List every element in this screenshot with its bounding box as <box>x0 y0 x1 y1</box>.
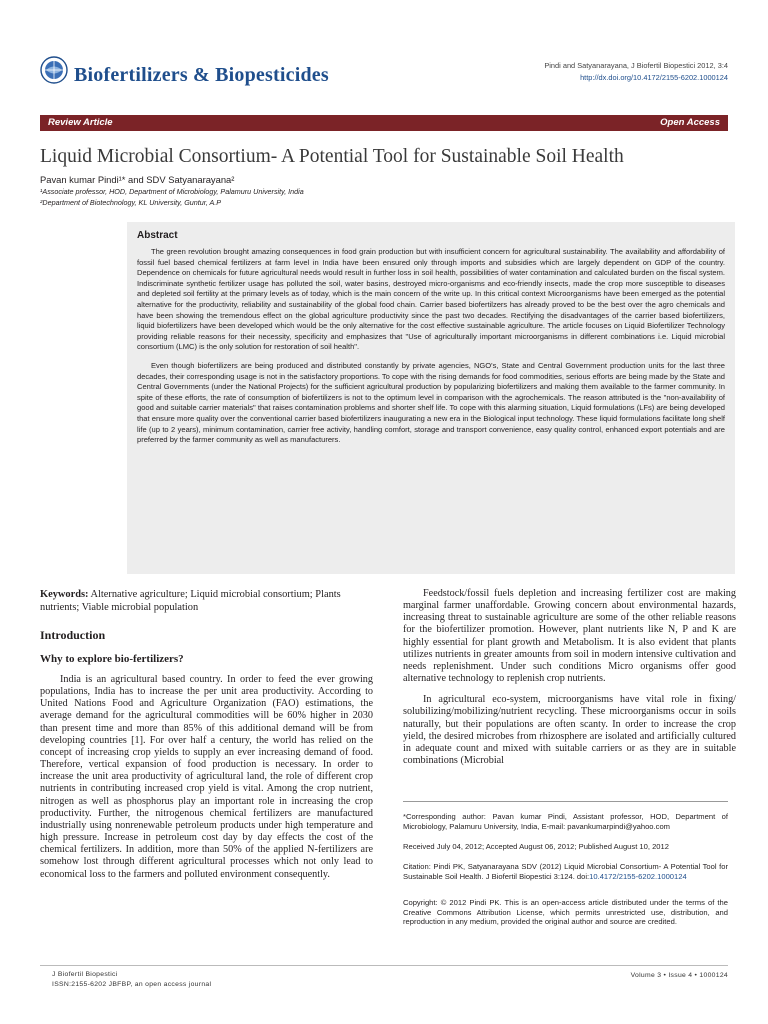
abstract-paragraph: Even though biofertilizers are being produced and distributed constantly by private agencies, NGO's, State and Central Government production units for the last three decades, their corresponding usage is not in the satisfactory proportions. To cope with the rising demands for food commodities, serious efforts are being made by the State and Central Governments (under the National Projects) for the sufficient agricultural production by popularizing biofertilizers and making them available to the farmer community. In spite of these efforts, the rate of consumption of biofertilizers is not to the optimum level in comparison with the agrochemicals. The reason attributed is the "non-availability of good and suitable carrier materials" that raises contamination problems and shorter shelf life. To cope with this alarming situation, Liquid formulations (LFs) are being developed that ensure more quality over the conventional carrier based biofertilizers inaugurating a new era in the Biological input technology. These liquid formulations facilitate long shelf life (up to 2 years), minimum contamination, carrier free activity, handling comfort, storage and transport convenience, easy quality control, enhanced export potentials and are preferred by the farmer community as well as manufacturers. <box>137 360 725 445</box>
header-citation <box>544 60 728 84</box>
keywords-label: Keywords: <box>40 589 89 600</box>
citation-note <box>403 862 728 881</box>
body-paragraph: In agricultural eco-system, microorganisms have vital role in fixing/ solubilizing/mobilizing/nutrient recycling. These microorganisms occur in soils naturally, but their populations are often scanty. In order to increase the crop yield, the desired microbes from rhizosphere are isolated and artificially cultured in adequate count and mixed with suitable carriers or as they are in suitable combinations (Microbial <box>403 694 736 767</box>
copyright-note: Copyright: © 2012 Pindi PK. This is an open-access article distributed under the terms of the Creative Commons Attribution License, which permits unrestricted use, distribution, and reproduction in any medium, provided the original author and source are credited. <box>403 898 728 927</box>
footer-journal: J Biofertil Biopestici <box>52 971 118 978</box>
footer-journal-info <box>52 970 211 990</box>
citation-doi-link[interactable]: 10.4172/2155-6202.1000124 <box>589 871 687 881</box>
journal-logo-icon <box>40 56 68 84</box>
abstract-box <box>127 222 735 574</box>
article-title: Liquid Microbial Consortium- A Potential Tool for Sustainable Soil Health <box>40 146 624 167</box>
doi-link[interactable]: http://dx.doi.org/10.4172/2155-6202.1000124 <box>580 73 728 82</box>
dates-note: Received July 04, 2012; Accepted August 06, 2012; Published August 10, 2012 <box>403 842 669 851</box>
footer-volume: Volume 3 • Issue 4 • 1000124 <box>630 972 728 979</box>
subsection-heading: Why to explore bio-fertilizers? <box>40 653 184 665</box>
citation-text: Citation: Pindi PK, Satyanarayana SDV (2012) Liquid Microbial Consortium- A Potential Tool for Sustainable Soil Health. J Biofertil Biopestici 3:124. doi: <box>403 862 728 881</box>
abstract-heading: Abstract <box>137 230 178 241</box>
footer-issn: ISSN:2155-6202 JBFBP, an open access journal <box>52 981 212 988</box>
footer-divider <box>40 965 728 966</box>
right-column <box>403 588 736 776</box>
affiliation-1: ¹Associate professor, HOD, Department of Microbiology, Palamuru University, India <box>40 187 304 196</box>
footnote-divider <box>403 801 728 802</box>
article-type-label: Review Article <box>48 117 113 128</box>
journal-name: Biofertilizers & Biopesticides <box>74 64 329 86</box>
left-column <box>40 588 373 890</box>
article-type-banner <box>40 115 728 131</box>
body-paragraph: India is an agricultural based country. In order to feed the ever growing populations, India has to increase the per unit area productivity. According to United Nations Food and Agriculture Organization (FAO) estimations, the average demand for the agricultural commodities will be 60% higher in 2030 than present time and more than 85% of this additional demand will be from developing countries [1]. For over half a century, the world has relied on the concept of increasing crop yields to supply an ever increasing demand of food. Therefore, vertical expansion of food production is necessary. In order to increase the unit area productivity of agricultural land, the role of different crop nutrients in contributing increased crop yield is vital. Among the crop nutrient, nitrogen as well as phosphorus play an important role in increasing the crop productivity. Further, the nitrogenous chemical fertilizers are manufactured industrially using nonrenewable petroleum products under high temperature and high pressure. Increase in petroleum cost day by day effects the cost of the chemical fertilizers. In addition, more than 50% of the applied N-fertilizers are somehow lost through different agricultural processes which not only lead to economical loss to the farmers and polluted environment consequently. <box>40 674 373 880</box>
authors: Pavan kumar Pindi¹* and SDV Satyanarayana² <box>40 174 235 185</box>
open-access-label: Open Access <box>660 117 720 128</box>
keywords <box>40 588 373 614</box>
abstract-paragraph: The green revolution brought amazing consequences in food grain production but with insufficient concern for agricultural sustainability. The availability and affordability of fossil fuel based chemical fertilizers at farm level in India have been ensured only through imports and subsidies which are largely dependent on GDP of the country. Dependence on chemicals for future agricultural needs would result in further loss in soil health, possibilities of water contamination and calculated burden on the fiscal system. Indiscriminate synthetic fertilizer usage has polluted the soil, water basins, destroyed micro-organisms and eco-friendly insects, made the crop more susceptible to diseases and depleted soil fertility at the primary levels as of today, which is the main concern of the write up. In this critical context Microorganisms have been emerged as the potential alternative for the productivity, reliability and sustainability of the global food chain. Carrier based biofertilzers has already proved to be the best over the agro chemicals and have been showing the tremendous effect on the global agriculture productivity since the past two decades. Rectifying the disadvantages of the carrier based biofertilizers, liquid biofertilizers have been developed which would be the only alternative for the cost effective sustainable agriculture. The article focuses on Liquid Biofertilizer Technology providing reliable reasons for their necessity, specificity and emphasizes that "Use of agriculturally important microorganisms in different combinations i.e. Liquid microbial consortium (LMC) is the only solution for restoration of soil health". <box>137 247 725 352</box>
body-paragraph: Feedstock/fossil fuels depletion and increasing fertilizer cost are making marginal farmer unaffordable. Growing concern about environmental hazards, increasing threat to sustainable agriculture are some of the other reliable reasons for the biofertilizer promotion. However, plant nutrients like N, P and K are highly essential for plant growth and Metabolism. It is also evident that plants utilizes nutrients in greater amounts from soil in modern intensive cultivation and needs replenishment. Under such conditions Micro organisms offer good alternative technology to replenish crop nutrients. <box>403 588 736 685</box>
keywords-text: Alternative agriculture; Liquid microbial consortium; Plants nutrients; Viable microbial population <box>40 589 341 613</box>
section-heading-introduction: Introduction <box>40 628 106 642</box>
corresponding-author-note: *Corresponding author: Pavan kumar Pindi, Assistant professor, HOD, Department of Microbiology, Palamuru University, India, E-mail: pavankumarpindi@yahoo.com <box>403 812 728 831</box>
citation-line: Pindi and Satyanarayana, J Biofertil Biopestici 2012, 3:4 <box>544 61 728 70</box>
affiliation-2: ²Department of Biotechnology, KL University, Guntur, A.P <box>40 198 222 207</box>
